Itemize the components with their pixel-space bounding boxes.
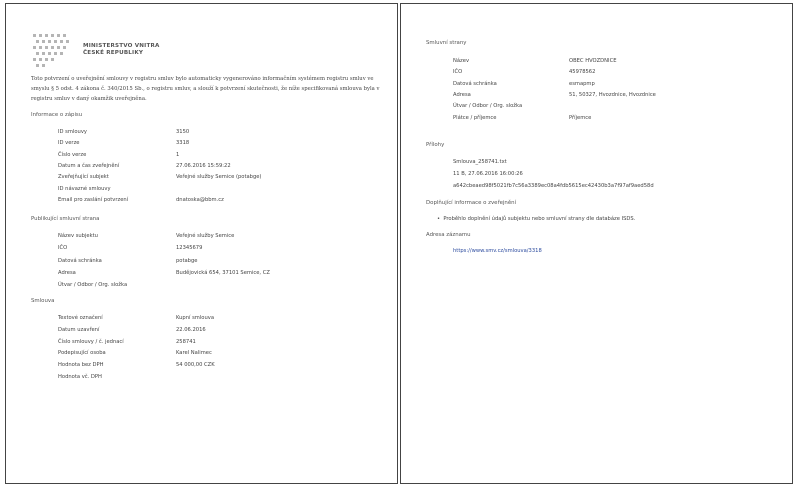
publisher-row-label: Datová schránka — [58, 257, 102, 264]
ministry-logo-icon — [31, 32, 79, 68]
info-row-label: Datum a čas zveřejnění — [58, 162, 120, 169]
info-row-label: Zveřejňující subjekt — [58, 174, 109, 181]
ministry-logo — [31, 32, 181, 68]
section-title-contract: Smlouva — [31, 298, 55, 304]
publisher-row-label: IČO — [58, 245, 68, 252]
party-row-label: Útvar / Odbor / Org. složka — [453, 103, 523, 110]
party-row-label: Adresa — [453, 91, 471, 98]
ministry-name-line1: MINISTERSTVO VNITRA — [83, 43, 160, 49]
section-title-info: Informace o zápisu — [31, 112, 83, 118]
section-title-attachments: Přílohy — [426, 142, 445, 148]
publisher-row-label: Název subjektu — [58, 233, 98, 239]
party-row-label: Plátce / příjemce — [453, 114, 497, 121]
info-row-value: 1 — [176, 151, 180, 158]
ministry-name-line2: ČESKÉ REPUBLIKY — [83, 50, 144, 56]
info-row-label: Email pro zaslání potvrzení — [58, 196, 129, 203]
publisher-row-value: potabge — [176, 257, 198, 264]
bullet-icon: • — [437, 216, 444, 222]
section-title-publisher: Publikující smluvní strana — [31, 216, 100, 222]
party-row-value: Příjemce — [569, 114, 592, 121]
contract-row-value: Kupní smlouva — [176, 315, 215, 321]
info-row-value: 3150 — [176, 129, 190, 135]
info-row-value: 27.06.2016 15:59:22 — [176, 162, 231, 169]
party-row-label: Datová schránka — [453, 80, 497, 87]
party-row-value: esmapmp — [569, 80, 595, 87]
document-page-1 — [5, 3, 398, 484]
contract-row-value: Karel Nalimec — [176, 350, 212, 357]
publisher-row-value: Veřejné služby Semice — [176, 233, 235, 239]
section-title-extra: Doplňující informace o zveřejnění — [426, 200, 517, 206]
contract-row-value: 258741 — [176, 338, 196, 345]
info-row-label: ID smlouvy — [58, 129, 87, 135]
extra-bullet-text: Proběhlo doplnění údajů subjektu nebo smluvní strany dle databáze ISDS. — [443, 216, 636, 222]
intro-paragraph: Toto potvrzení o uveřejnění smlouvy v registru smluv bylo automaticky vygenerováno informačním systémem registru smluv ve smyslu § 5 odst. 4 zákona č. 340/2015 Sb., o registru smluv, a slouží k potvrzení skutečnosti, že níže specifikovaná smlouva byla v registru smluv v daný okamžik uveřejněna. — [31, 76, 380, 102]
contract-row-value: 54 000,00 CZK — [176, 362, 215, 369]
contract-row-label: Textové označení — [58, 315, 103, 321]
party-row-value: 51, 50327, Hvozdnice, Hvozdnice — [569, 91, 656, 98]
contract-row-label: Číslo smlouvy / č. jednací — [58, 338, 124, 345]
publisher-row-label: Útvar / Odbor / Org. složka — [58, 282, 128, 289]
info-row-value: 3318 — [176, 140, 190, 147]
info-row-value: Veřejné služby Semice (potabge) — [176, 174, 262, 181]
section-title-address: Adresa záznamu — [426, 232, 471, 238]
contract-row-label: Hodnota bez DPH — [58, 362, 104, 369]
info-row-label: ID verze — [58, 140, 80, 147]
ministry-name — [83, 43, 160, 57]
contract-row-label: Datum uzavření — [58, 326, 100, 333]
extra-bullet — [437, 216, 635, 222]
publisher-row-value: 12345679 — [176, 245, 203, 252]
party-row-label: IČO — [453, 69, 463, 76]
attachment-hash: a642cbeaed98f5021fb7c56a3389ec08a4fdb5615ec42430b3a7f97af9aed58d — [453, 183, 654, 189]
info-row-label: ID návazné smlouvy — [58, 185, 111, 192]
attachment-meta: 11 B, 27.06.2016 16:00:26 — [453, 171, 523, 177]
publisher-row-label: Adresa — [58, 269, 76, 276]
party-row-label: Název — [453, 58, 470, 64]
section-title-parties: Smluvní strany — [426, 40, 467, 46]
party-row-value: 45978562 — [569, 69, 596, 76]
record-url-link[interactable]: https://www.smv.cz/smlouva/3318 — [453, 248, 542, 254]
publisher-row-value: Budějovická 654, 37101 Semice, CZ — [176, 269, 270, 276]
info-row-label: Číslo verze — [58, 151, 87, 158]
document-page-2 — [400, 3, 793, 484]
attachment-filename[interactable]: Smlouva_258741.txt — [453, 159, 507, 165]
contract-row-label: Hodnota vč. DPH — [58, 374, 102, 380]
contract-row-value: 22.06.2016 — [176, 326, 206, 333]
info-row-value: dnatoska@bbm.cz — [176, 196, 224, 203]
party-row-value: OBEC HVOZDNICE — [569, 58, 617, 64]
contract-row-label: Podepisující osoba — [58, 350, 106, 357]
